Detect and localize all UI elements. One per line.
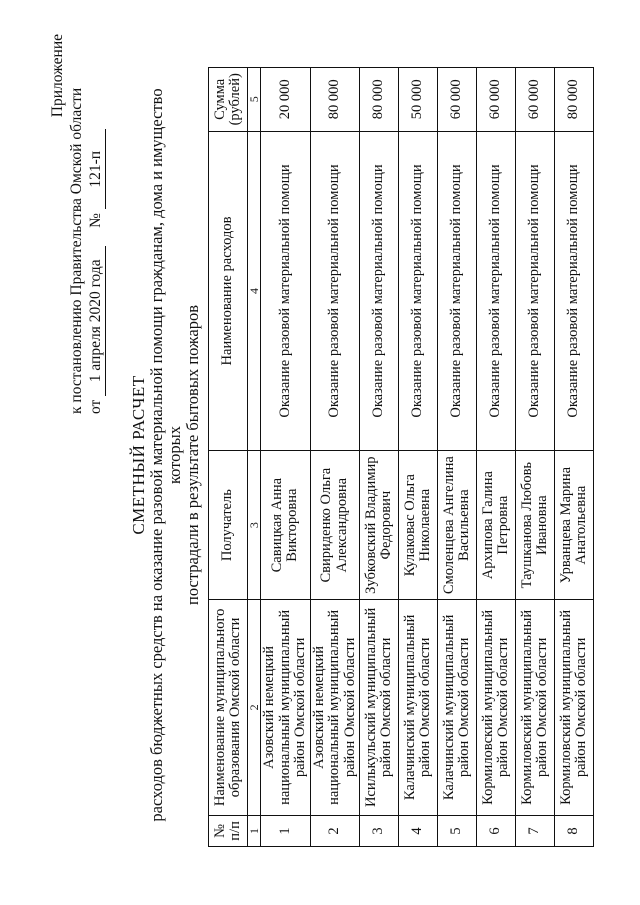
row-recipient: Урванцева Марина Анатольевна <box>555 451 594 599</box>
row-recipient: Савицкая Анна Викторовна <box>261 451 311 599</box>
row-amount: 80 000 <box>360 68 399 132</box>
row-expense: Оказание разовой материальной помощи <box>399 131 438 451</box>
table-row <box>310 68 360 847</box>
decree-date-line <box>86 34 106 414</box>
row-amount: 80 000 <box>555 68 594 132</box>
row-number: 1 <box>261 815 311 846</box>
table-row <box>360 68 399 847</box>
row-municipality: Исилькульский муниципальный район Омской области <box>360 599 399 815</box>
row-amount: 20 000 <box>261 68 311 132</box>
column-index: 2 <box>248 599 261 815</box>
number-label: № <box>87 213 104 228</box>
row-expense: Оказание разовой материальной помощи <box>438 131 477 451</box>
col-header-expense: Наименование расходов <box>209 131 248 451</box>
column-index: 1 <box>248 815 261 846</box>
row-number: 7 <box>516 815 555 846</box>
row-municipality: Азовский немецкий национальный муниципальный район Омской области <box>310 599 360 815</box>
estimate-table <box>208 67 594 847</box>
row-recipient: Архипова Галина Петровна <box>477 451 516 599</box>
col-header-amount: Сумма (рублей) <box>209 68 248 132</box>
row-amount: 80 000 <box>310 68 360 132</box>
row-recipient: Свириденко Ольга Александровна <box>310 451 360 599</box>
col-header-municipality: Наименование муниципального образования Омской области <box>209 599 248 815</box>
row-municipality: Азовский немецкий национальный муниципальный район Омской области <box>261 599 311 815</box>
row-recipient: Кулаковас Ольга Николаевна <box>399 451 438 599</box>
column-index-row <box>248 68 261 847</box>
row-recipient: Таушканова Любовь Ивановна <box>516 451 555 599</box>
row-number: 8 <box>555 815 594 846</box>
table-row <box>438 68 477 847</box>
row-expense: Оказание разовой материальной помощи <box>555 131 594 451</box>
column-index: 4 <box>248 131 261 451</box>
row-expense: Оказание разовой материальной помощи <box>477 131 516 451</box>
column-index: 3 <box>248 451 261 599</box>
from-label: от <box>87 399 104 414</box>
title-sub-2: пострадали в результате бытовых пожаров <box>183 305 202 605</box>
table-row <box>399 68 438 847</box>
col-header-number: № п/п <box>209 815 248 846</box>
row-recipient: Смоленцева Ангелина Васильевна <box>438 451 477 599</box>
row-number: 5 <box>438 815 477 846</box>
row-municipality: Кормиловский муниципальный район Омской области <box>555 599 594 815</box>
row-amount: 50 000 <box>399 68 438 132</box>
table-header-row <box>209 68 248 847</box>
row-number: 6 <box>477 815 516 846</box>
row-amount: 60 000 <box>438 68 477 132</box>
decree-date: 1 апреля 2020 года <box>86 246 106 396</box>
row-municipality: Кормиловский муниципальный район Омской области <box>516 599 555 815</box>
row-expense: Оказание разовой материальной помощи <box>310 131 360 451</box>
row-municipality: Кормиловский муниципальный район Омской области <box>477 599 516 815</box>
row-expense: Оказание разовой материальной помощи <box>261 131 311 451</box>
decree-reference: к постановлению Правительства Омской области <box>68 87 85 414</box>
table-body <box>261 68 594 847</box>
row-municipality: Калачинский муниципальный район Омской области <box>438 599 477 815</box>
table-row <box>555 68 594 847</box>
decree-number: 121-п <box>86 129 106 209</box>
row-amount: 60 000 <box>516 68 555 132</box>
col-header-recipient: Получатель <box>209 451 248 599</box>
row-municipality: Калачинский муниципальный район Омской области <box>399 599 438 815</box>
row-number: 3 <box>360 815 399 846</box>
row-expense: Оказание разовой материальной помощи <box>360 131 399 451</box>
document-title <box>130 65 202 845</box>
row-recipient: Зубковский Владимир Федорович <box>360 451 399 599</box>
row-amount: 60 000 <box>477 68 516 132</box>
table-row <box>261 68 311 847</box>
row-expense: Оказание разовой материальной помощи <box>516 131 555 451</box>
appendix-label: Приложение <box>49 34 66 118</box>
column-index: 5 <box>248 68 261 132</box>
row-number: 2 <box>310 815 360 846</box>
table-row <box>477 68 516 847</box>
table-row <box>516 68 555 847</box>
title-sub-1: расходов бюджетных средств на оказание разовой материальной помощи гражданам, дома и имущество которых <box>147 88 184 822</box>
title-main: СМЕТНЫЙ РАСЧЕТ <box>129 375 148 535</box>
row-number: 4 <box>399 815 438 846</box>
appendix-header <box>48 34 106 414</box>
